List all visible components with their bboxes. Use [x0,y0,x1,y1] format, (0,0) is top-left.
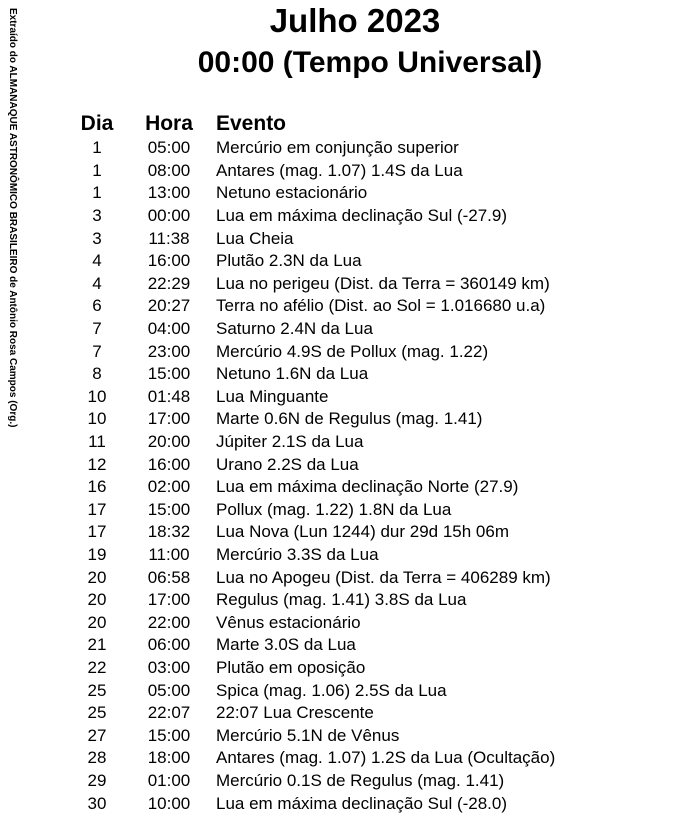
cell-hora: 22:00 [147,612,191,632]
table-row [72,160,692,183]
table-row [72,770,692,793]
cell-dia: 4 [92,273,102,293]
cell-dia: 7 [92,341,102,361]
cell-hora: 04:00 [147,319,191,339]
table-row [72,182,692,205]
cell-dia: 17 [87,499,107,519]
table-row [72,544,692,567]
table-row [72,363,692,386]
cell-evento: Netuno estacionário [216,183,368,203]
cell-hora: 06:58 [147,567,191,587]
cell-dia: 25 [87,680,107,700]
table-row [72,250,692,273]
cell-hora: 11:00 [148,544,190,564]
cell-hora: 06:00 [147,635,191,655]
cell-evento: Lua no perigeu (Dist. da Terra = 360149 km) [216,273,550,293]
cell-dia: 22 [87,657,107,677]
cell-hora: 13:00 [147,183,191,203]
cell-dia: 29 [87,770,107,790]
cell-evento: Vênus estacionário [216,612,361,632]
cell-dia: 19 [87,544,107,564]
table-row [72,340,692,363]
cell-hora: 05:00 [147,680,191,700]
events-table [72,111,692,815]
table-body [72,137,692,815]
page-title: Julho 2023 [269,2,441,39]
cell-dia: 17 [87,522,107,542]
header-dia: Dia [80,112,114,135]
cell-evento: Júpiter 2.1S da Lua [216,432,364,452]
cell-hora: 10:00 [147,793,191,813]
table-row [72,499,692,522]
cell-hora: 08:00 [147,160,191,180]
cell-hora: 22:07 [147,703,191,723]
cell-dia: 30 [87,793,107,813]
cell-hora: 17:00 [147,590,191,610]
cell-evento: Lua em máxima declinação Sul (-28.0) [216,793,508,813]
cell-hora: 00:00 [147,206,191,226]
cell-hora: 15:00 [147,364,191,384]
cell-evento: Mercúrio em conjunção superior [216,138,459,158]
table-row [72,273,692,296]
cell-dia: 10 [87,386,107,406]
cell-dia: 4 [92,251,102,271]
cell-hora: 20:27 [147,296,191,316]
cell-dia: 16 [87,477,107,497]
cell-evento: Lua Nova (Lun 1244) dur 29d 15h 06m [216,522,509,542]
cell-hora: 03:00 [147,657,191,677]
cell-evento: Terra no afélio (Dist. ao Sol = 1.016680 u.a) [216,296,546,316]
table-row [72,702,692,725]
table-row [72,657,692,680]
cell-dia: 21 [87,635,107,655]
header-hora: Hora [145,112,193,135]
cell-evento: Lua em máxima declinação Sul (-27.9) [216,206,508,226]
cell-dia: 12 [87,454,107,474]
table-row [72,476,692,499]
cell-dia: 1 [92,183,102,203]
table-row [72,521,692,544]
cell-evento: Saturno 2.4N da Lua [216,319,373,339]
cell-evento: Lua em máxima declinação Norte (27.9) [216,477,519,497]
table-row [72,747,692,770]
table-row [72,679,692,702]
table-row [72,634,692,657]
table-row [72,205,692,228]
cell-evento: Lua Minguante [216,386,329,406]
cell-hora: 15:00 [147,499,191,519]
cell-evento: Plutão em oposição [216,657,366,677]
cell-evento: Pollux (mag. 1.22) 1.8N da Lua [216,499,452,519]
cell-dia: 10 [87,409,107,429]
cell-hora: 22:29 [147,273,191,293]
cell-hora: 20:00 [147,432,191,452]
cell-hora: 11:38 [148,228,190,248]
cell-evento: Netuno 1.6N da Lua [216,364,369,384]
cell-dia: 20 [87,612,107,632]
table-row [72,137,692,160]
table-row [72,566,692,589]
cell-evento: Marte 3.0S da Lua [216,635,356,655]
cell-dia: 11 [88,432,106,452]
cell-evento: Lua no Apogeu (Dist. da Terra = 406289 km) [216,567,551,587]
cell-hora: 01:00 [147,770,191,790]
cell-evento: Spica (mag. 1.06) 2.5S da Lua [216,680,447,700]
table-row [72,295,692,318]
cell-dia: 3 [92,206,102,226]
cell-dia: 25 [87,703,107,723]
cell-hora: 18:00 [147,748,191,768]
cell-hora: 17:00 [147,409,191,429]
cell-hora: 18:32 [147,522,191,542]
cell-evento: 22:07 Lua Crescente [216,703,374,723]
table-header [72,111,692,137]
cell-dia: 28 [87,748,107,768]
cell-hora: 01:48 [147,386,191,406]
source-note: Extraído do ALMANAQUE ASTRONÔMICO BRASILEIRO de Antônio Rosa Campos (Org.) [7,8,18,428]
table-row [72,724,692,747]
cell-hora: 02:00 [147,477,191,497]
table-row [72,318,692,341]
cell-hora: 05:00 [147,138,191,158]
cell-evento: Urano 2.2S da Lua [216,454,359,474]
cell-evento: Plutão 2.3N da Lua [216,251,362,271]
cell-hora: 23:00 [147,341,191,361]
table-row [72,408,692,431]
cell-evento: Mercúrio 3.3S da Lua [216,544,379,564]
cell-dia: 20 [87,567,107,587]
table-row [72,792,692,815]
cell-dia: 20 [87,590,107,610]
table-row [72,611,692,634]
cell-dia: 6 [92,296,102,316]
table-row [72,386,692,409]
cell-dia: 7 [92,319,102,339]
cell-dia: 1 [92,160,102,180]
table-row [72,227,692,250]
cell-evento: Mercúrio 4.9S de Pollux (mag. 1.22) [216,341,489,361]
cell-dia: 3 [92,228,102,248]
cell-evento: Marte 0.6N de Regulus (mag. 1.41) [216,409,483,429]
cell-evento: Lua Cheia [216,228,294,248]
table-row [72,453,692,476]
page-subtitle: 00:00 (Tempo Universal) [197,46,543,79]
cell-evento: Mercúrio 5.1N de Vênus [216,725,400,745]
cell-evento: Antares (mag. 1.07) 1.2S da Lua (Ocultação) [216,748,556,768]
cell-evento: Mercúrio 0.1S de Regulus (mag. 1.41) [216,770,505,790]
cell-hora: 16:00 [147,454,191,474]
cell-dia: 1 [92,138,102,158]
header-evento: Evento [216,112,287,135]
cell-dia: 8 [92,364,102,384]
cell-evento: Antares (mag. 1.07) 1.4S da Lua [216,160,463,180]
table-row [72,431,692,454]
cell-evento: Regulus (mag. 1.41) 3.8S da Lua [216,590,467,610]
cell-dia: 27 [87,725,107,745]
table-row [72,589,692,612]
cell-hora: 15:00 [147,725,191,745]
cell-hora: 16:00 [147,251,191,271]
